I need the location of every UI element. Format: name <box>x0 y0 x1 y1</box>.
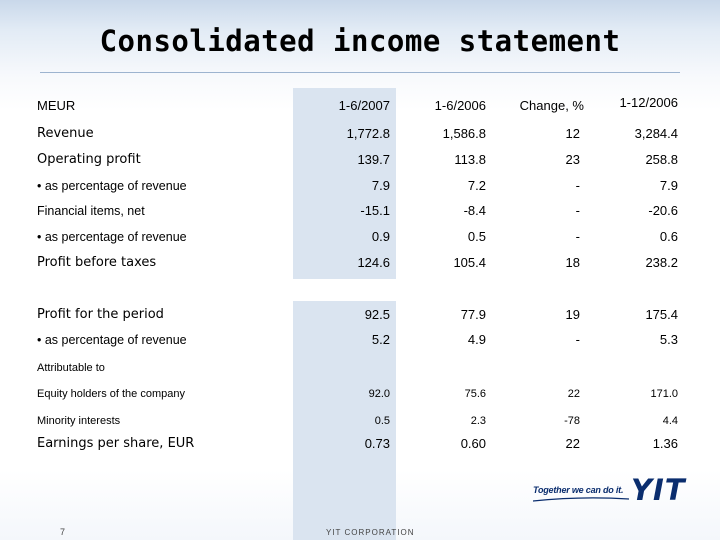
value-change: -78 <box>564 415 580 427</box>
value-1-12-2006: 4.4 <box>662 415 678 427</box>
table-row-operating-profit <box>0 150 720 170</box>
value-1-6-2007: 139.7 <box>357 152 390 167</box>
logo-swoosh-icon <box>533 497 629 502</box>
table-row-financial-margin <box>0 227 720 247</box>
header-col-1-6-2007: 1-6/2007 <box>338 98 390 113</box>
value-change: - <box>575 203 580 218</box>
value-1-6-2006: 105.4 <box>453 255 486 270</box>
value-change: 23 <box>565 152 580 167</box>
value-1-12-2006: 0.6 <box>659 229 678 244</box>
footer-company: YIT CORPORATION <box>326 528 415 537</box>
section-heading-attributable <box>0 358 720 378</box>
row-label: Revenue <box>37 126 94 141</box>
value-1-12-2006: 5.3 <box>659 332 678 347</box>
value-1-6-2006: 0.60 <box>460 436 486 451</box>
value-change: 22 <box>565 436 580 451</box>
value-1-12-2006: 3,284.4 <box>634 126 678 141</box>
value-change: - <box>575 178 580 193</box>
row-label: Profit for the period <box>37 307 164 322</box>
logo-wordmark: YIT <box>631 473 686 507</box>
value-change: 18 <box>565 255 580 270</box>
slide-title: Consolidated income statement <box>99 24 621 58</box>
value-1-6-2007: 124.6 <box>357 255 390 270</box>
row-label: • as percentage of revenue <box>37 230 187 244</box>
table-row-minority-interests <box>0 411 720 431</box>
value-1-6-2006: 77.9 <box>460 307 486 322</box>
header-col-1-12-2006: 1-12/2006 <box>619 95 678 110</box>
value-1-6-2006: 0.5 <box>467 229 486 244</box>
table-row-operating-margin <box>0 176 720 196</box>
value-1-6-2006: 1,586.8 <box>442 126 486 141</box>
value-1-12-2006: 238.2 <box>645 255 678 270</box>
value-1-12-2006: 1.36 <box>652 436 678 451</box>
value-1-6-2007: 0.5 <box>374 415 390 427</box>
value-1-6-2006: 113.8 <box>454 152 486 167</box>
value-change: - <box>575 229 580 244</box>
value-1-6-2006: -8.4 <box>463 203 486 218</box>
value-1-6-2007: 7.9 <box>371 178 390 193</box>
value-1-12-2006: 7.9 <box>659 178 678 193</box>
value-change: - <box>575 332 580 347</box>
value-1-6-2007: 1,772.8 <box>346 126 390 141</box>
value-1-6-2007: 92.5 <box>364 307 390 322</box>
value-1-6-2006: 75.6 <box>464 388 486 400</box>
value-1-12-2006: -20.6 <box>648 203 678 218</box>
value-1-6-2007: 92.0 <box>368 388 390 400</box>
row-label: Equity holders of the company <box>37 388 185 400</box>
value-1-12-2006: 258.8 <box>645 152 678 167</box>
header-col-1-6-2006: 1-6/2006 <box>434 98 486 113</box>
value-1-6-2006: 7.2 <box>467 178 486 193</box>
table-header <box>0 96 720 116</box>
row-label: Operating profit <box>37 152 141 167</box>
section-label: Attributable to <box>37 362 105 374</box>
table-row-earnings-per-share <box>0 434 720 454</box>
table-row-profit-before-taxes <box>0 253 720 273</box>
logo-slogan: Together we can do it. <box>533 485 624 495</box>
row-label: Minority interests <box>37 415 121 427</box>
page-number: 7 <box>60 527 66 537</box>
title-divider <box>40 72 680 73</box>
value-1-6-2006: 2.3 <box>470 415 486 427</box>
value-change: 22 <box>567 388 580 400</box>
table-row-profit-for-period <box>0 305 720 325</box>
header-unit: MEUR <box>37 98 76 113</box>
header-col-change: Change, % <box>519 98 584 113</box>
row-label: Financial items, net <box>37 204 145 218</box>
value-change: 19 <box>565 307 580 322</box>
table-row-equity-holders <box>0 384 720 404</box>
value-1-12-2006: 171.0 <box>650 388 678 400</box>
value-1-6-2006: 4.9 <box>467 332 486 347</box>
value-1-6-2007: 5.2 <box>371 332 390 347</box>
value-change: 12 <box>565 126 580 141</box>
row-label: Profit before taxes <box>37 255 157 270</box>
value-1-6-2007: 0.9 <box>371 229 390 244</box>
value-1-12-2006: 175.4 <box>645 307 678 322</box>
row-label: Earnings per share, EUR <box>37 436 195 451</box>
row-label: • as percentage of revenue <box>37 179 187 193</box>
value-1-6-2007: -15.1 <box>360 203 390 218</box>
value-1-6-2007: 0.73 <box>364 436 390 451</box>
company-logo <box>533 473 703 507</box>
table-row-revenue <box>0 124 720 144</box>
column-band-gap <box>293 279 396 301</box>
table-row-financial-items <box>0 201 720 221</box>
table-row-net-margin <box>0 330 720 350</box>
row-label: • as percentage of revenue <box>37 333 187 347</box>
